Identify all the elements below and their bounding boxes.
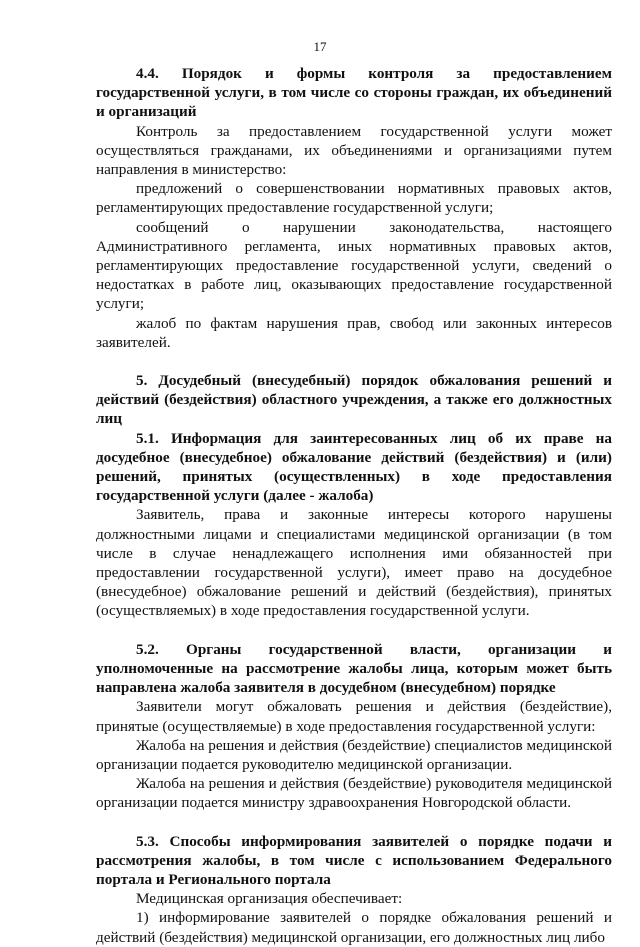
page-number: 17 xyxy=(313,39,327,54)
paragraph: Медицинская организация обеспечивает: xyxy=(136,890,403,908)
spacer xyxy=(96,352,612,371)
paragraph: 1) информирование заявителей о порядке обжалования решений и действий (бездействия) медицинской организации, его должностных лиц либо xyxy=(96,909,612,946)
paragraph: Жалоба на решения и действия (бездействие) руководителя медицинской организации подается министру здравоохранения Новгородской области. xyxy=(96,775,612,812)
paragraph: Заявитель, права и законные интересы которого нарушены должностными лицами и специалистами медицинской организации (в том числе в случае ненадлежащего исполнения ими обязанностей при предоставлении государственной услуги), имеет право на досудебное (внесудебное) обжалование решений и действий (бездействия), принятых (осуществляемых) в ходе предоставления государственной услуги. xyxy=(96,506,612,620)
document-body xyxy=(96,64,612,947)
section-5-3-heading: 5.3. Способы информирования заявителей о порядке подачи и рассмотрения жалобы, в том числе с использованием Федерального портала и Регионального портала xyxy=(96,832,612,888)
spacer xyxy=(96,813,612,832)
paragraph: Контроль за предоставлением государственной услуги может осуществляться гражданами, их объединениями и организациями путем направления в министерство: xyxy=(96,122,612,179)
paragraph: жалоб по фактам нарушения прав, свобод или законных интересов заявителей. xyxy=(96,314,612,351)
paragraph: Заявители могут обжаловать решения и действия (бездействие), принятые (осуществляемые) в ходе предоставления государственной услуги: xyxy=(96,698,612,735)
section-4-4-heading: 4.4. Порядок и формы контроля за предоставлением государственной услуги, в том числе со стороны граждан, их объединений и организаций xyxy=(96,65,612,121)
section-5-heading: 5. Досудебный (внесудебный) порядок обжалования решений и действий (бездействия) областного учреждения, а также его должностных лиц xyxy=(96,372,612,428)
paragraph: предложений о совершенствовании нормативных правовых актов, регламентирующих предоставление государственной услуги; xyxy=(96,180,612,217)
spacer xyxy=(96,621,612,640)
section-5-2-heading: 5.2. Органы государственной власти, организации и уполномоченные на рассмотрение жалобы лица, которым может быть направлена жалоба заявителя в досудебном (внесудебном) порядке xyxy=(96,640,612,697)
paragraph: сообщений о нарушении законодательства, настоящего Административного регламента, иных нормативных правовых актов, регламентирующих предоставление государственной услуги, сведений о недостатках в работе лиц, оказывающих предоставление государственной услуги; xyxy=(96,218,612,313)
paragraph: Жалоба на решения и действия (бездействие) специалистов медицинской организации подается руководителю медицинской организации. xyxy=(96,736,612,773)
section-5-1-heading: 5.1. Информация для заинтересованных лиц об их праве на досудебное (внесудебное) обжалование действий (бездействия) и (или) решений, принятых (осуществленных) в ходе предоставления государственной услуги (далее - жалоба) xyxy=(96,429,612,505)
